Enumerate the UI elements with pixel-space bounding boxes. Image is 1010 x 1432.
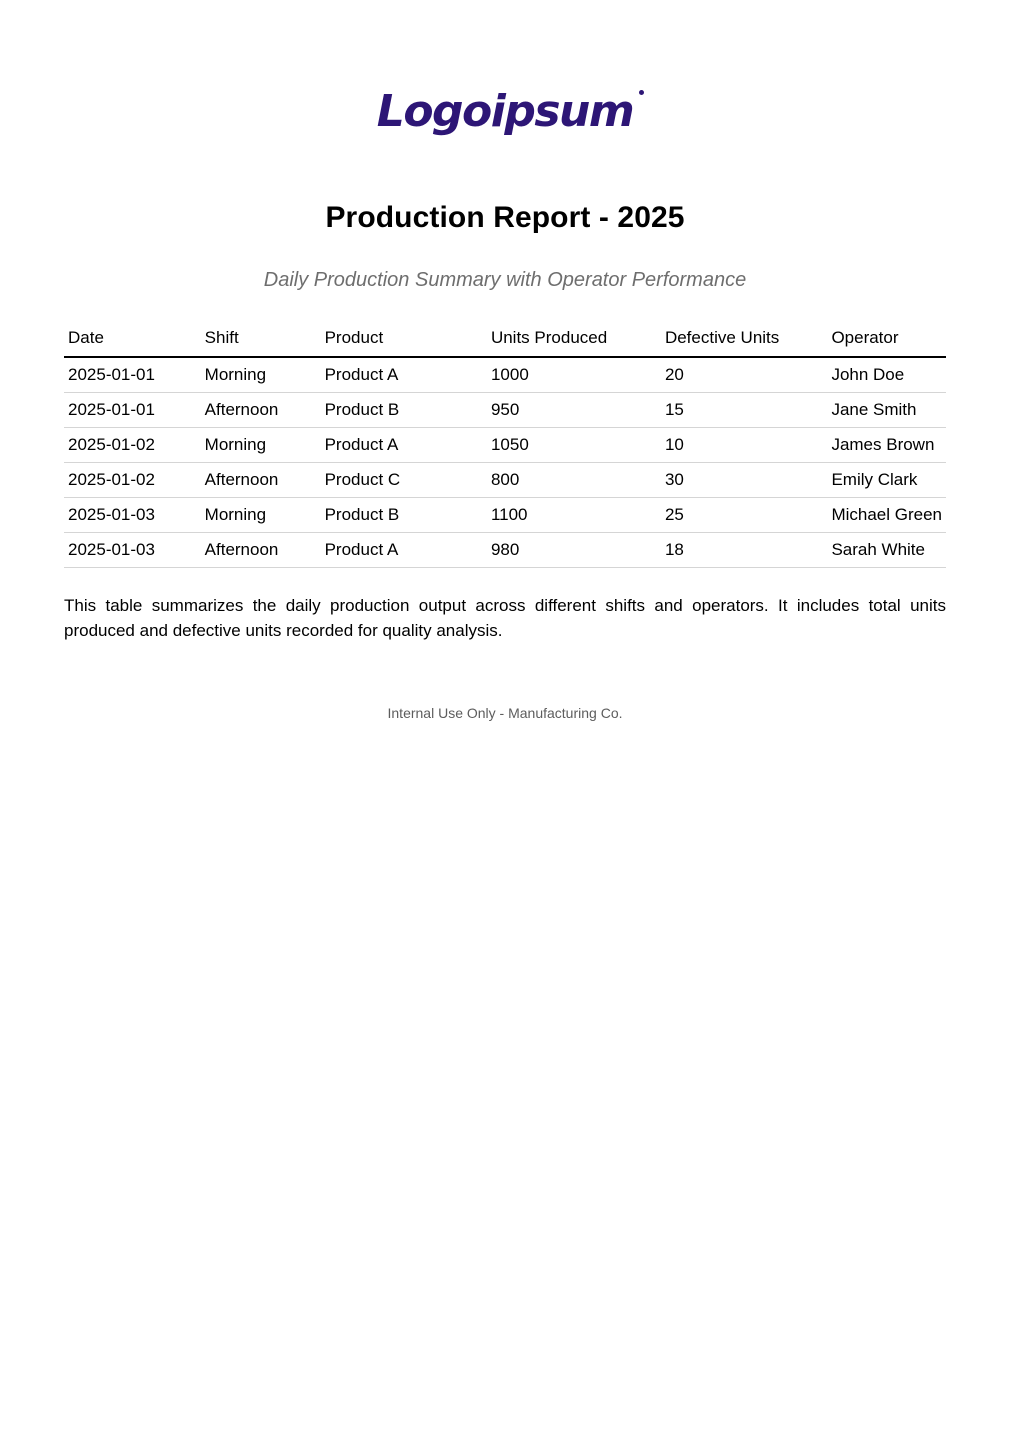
cell-product: Product B (321, 393, 487, 428)
column-header-date: Date (64, 322, 201, 357)
logo-text: Logoipsum (376, 86, 634, 137)
cell-defective-units: 30 (661, 463, 827, 498)
table-body (64, 357, 946, 568)
cell-date: 2025-01-03 (64, 498, 201, 533)
column-header-shift: Shift (201, 322, 321, 357)
table-row (64, 393, 946, 428)
cell-date: 2025-01-02 (64, 428, 201, 463)
document-footer: Internal Use Only - Manufacturing Co. (387, 705, 623, 722)
cell-defective-units: 15 (661, 393, 827, 428)
cell-shift: Morning (201, 498, 321, 533)
cell-operator: Emily Clark (827, 463, 946, 498)
cell-defective-units: 18 (661, 533, 827, 568)
cell-shift: Afternoon (201, 533, 321, 568)
cell-operator: James Brown (827, 428, 946, 463)
cell-date: 2025-01-01 (64, 393, 201, 428)
cell-date: 2025-01-02 (64, 463, 201, 498)
column-header-defective-units: Defective Units (661, 322, 827, 357)
cell-operator: John Doe (827, 357, 946, 393)
cell-shift: Morning (201, 357, 321, 393)
cell-product: Product A (321, 428, 487, 463)
logo-dot-icon (639, 90, 644, 95)
cell-shift: Afternoon (201, 463, 321, 498)
cell-units-produced: 980 (487, 533, 661, 568)
cell-product: Product A (321, 357, 487, 393)
table-row (64, 357, 946, 393)
table-row (64, 498, 946, 533)
production-table-container (64, 322, 946, 568)
summary-note: This table summarizes the daily production output across different shifts and operators. It includes total units produced and defective units recorded for quality analysis. (64, 596, 946, 640)
cell-shift: Afternoon (201, 393, 321, 428)
cell-units-produced: 1100 (487, 498, 661, 533)
column-header-units-produced: Units Produced (487, 322, 661, 357)
logo-container (0, 0, 1010, 137)
table-header-row (64, 322, 946, 357)
cell-defective-units: 25 (661, 498, 827, 533)
cell-operator: Jane Smith (827, 393, 946, 428)
production-table (64, 322, 946, 568)
table-row (64, 463, 946, 498)
cell-operator: Sarah White (827, 533, 946, 568)
cell-product: Product C (321, 463, 487, 498)
cell-date: 2025-01-03 (64, 533, 201, 568)
column-header-operator: Operator (827, 322, 946, 357)
cell-units-produced: 1000 (487, 357, 661, 393)
cell-product: Product B (321, 498, 487, 533)
cell-operator: Michael Green (827, 498, 946, 533)
cell-defective-units: 10 (661, 428, 827, 463)
cell-product: Product A (321, 533, 487, 568)
logoipsum-logo (377, 86, 633, 137)
page-title: Production Report - 2025 (325, 201, 685, 234)
cell-date: 2025-01-01 (64, 357, 201, 393)
page-subtitle: Daily Production Summary with Operator Performance (263, 269, 747, 291)
table-header (64, 322, 946, 357)
table-row (64, 428, 946, 463)
cell-units-produced: 1050 (487, 428, 661, 463)
cell-units-produced: 800 (487, 463, 661, 498)
table-row (64, 533, 946, 568)
cell-units-produced: 950 (487, 393, 661, 428)
column-header-product: Product (321, 322, 487, 357)
cell-defective-units: 20 (661, 357, 827, 393)
cell-shift: Morning (201, 428, 321, 463)
